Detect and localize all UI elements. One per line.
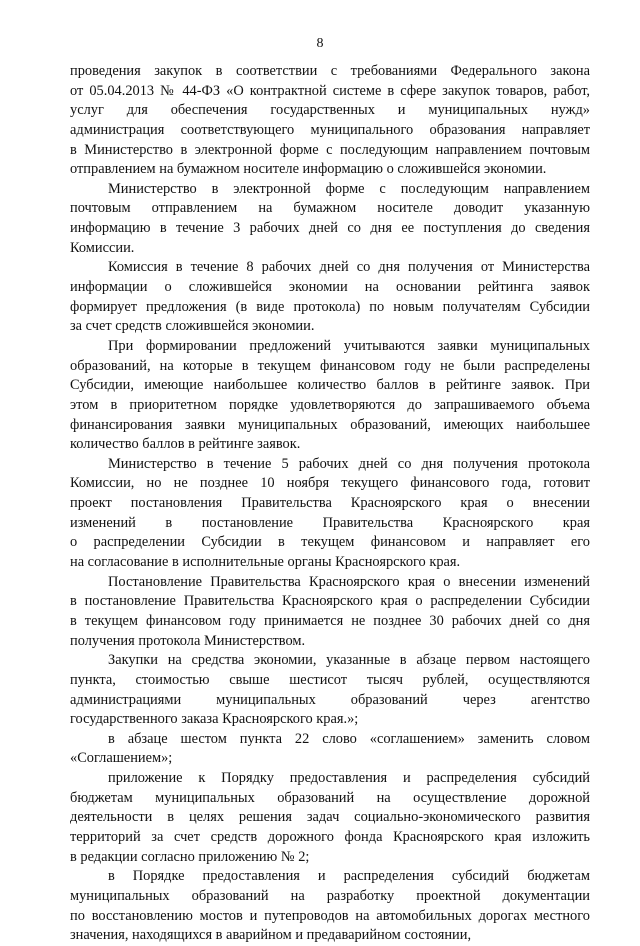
paragraph: [70, 455, 590, 573]
text-line: Закупки на средства экономии, указанные в абзаце первом настоящего: [108, 652, 590, 669]
paragraph: [70, 258, 590, 337]
text-line: «Соглашением»;: [70, 750, 173, 767]
paragraph: [70, 337, 590, 455]
text-line: на согласование в исполнительные органы Красноярского края.: [70, 554, 461, 571]
text-line: администрациями муниципальных образований через агентство: [70, 691, 590, 708]
text-line: по восстановлению мостов и путепроводов на автомобильных дорогах местного: [70, 907, 590, 924]
text-line: за счет средств сложившейся экономии.: [70, 318, 315, 335]
text-line: формирует предложения (в виде протокола) по новым получателям Субсидии: [70, 298, 590, 315]
text-line: информации о сложившейся экономии на основании рейтинга заявок: [70, 279, 590, 296]
text-line: в абзаце шестом пункта 22 слово «соглашением» заменить словом: [108, 730, 590, 747]
text-line: государственного заказа Красноярского края.»;: [70, 711, 359, 728]
text-line: этом в приоритетном порядке удовлетворяются до запрашиваемого объема: [70, 396, 590, 413]
text-line: проект постановления Правительства Красноярского края о внесении: [70, 495, 590, 512]
text-line: в текущем финансовом году принимается не позднее 30 рабочих дней со дня: [70, 612, 590, 629]
paragraph: [70, 769, 590, 867]
text-line: изменений в постановление Правительства Красноярского края: [70, 514, 590, 531]
document-body: [70, 62, 590, 946]
paragraph: [70, 62, 590, 180]
text-line: приложение к Порядку предоставления и распределения субсидий: [108, 770, 590, 787]
text-line: Комиссия в течение 8 рабочих дней со дня получения от Министерства: [108, 259, 590, 276]
page-number: 8: [316, 36, 324, 51]
paragraph: [70, 573, 590, 652]
text-line: территорий за счет средств дорожного фонда Красноярского края изложить: [70, 828, 590, 845]
text-line: пункта, стоимостью свыше шестисот тысяч рублей, осуществляются: [70, 671, 590, 688]
text-line: Комиссии.: [70, 239, 135, 256]
text-line: в постановление Правительства Красноярского края о распределении Субсидии: [70, 593, 590, 610]
text-line: почтовым отправлением на бумажном носителе доводит указанную: [70, 200, 590, 217]
text-line: услуг для обеспечения государственных и муниципальных нужд»: [70, 102, 590, 119]
text-line: количество баллов в рейтинге заявок.: [70, 436, 301, 453]
text-line: администрация соответствующего муниципального образования направляет: [70, 121, 590, 138]
text-line: Постановление Правительства Красноярского края о внесении изменений: [108, 573, 590, 590]
text-line: в Порядке предоставления и распределения субсидий бюджетам: [108, 868, 590, 885]
text-line: муниципальных образований на разработку проектной документации: [70, 887, 590, 904]
text-line: значения, находящихся в аварийном и предаварийном состоянии,: [70, 927, 472, 944]
paragraph: [70, 867, 590, 946]
text-line: Министерство в электронной форме с последующим направлением: [108, 180, 590, 197]
text-line: информацию в течение 3 рабочих дней со дня ее поступления до сведения: [70, 220, 590, 237]
paragraph: [70, 651, 590, 730]
text-line: проведения закупок в соответствии с требованиями Федерального закона: [70, 63, 590, 79]
text-line: деятельности в целях решения задач социально-экономического развития: [70, 809, 590, 826]
text-line: в Министерство в электронной форме с последующим направлением почтовым: [70, 141, 590, 158]
text-line: получения протокола Министерством.: [70, 632, 306, 649]
text-line: Комиссии, но не позднее 10 ноября текущего финансового года, готовит: [70, 475, 590, 492]
text-line: отправлением на бумажном носителе информацию о сложившейся экономии.: [70, 161, 547, 178]
text-line: финансирования заявки муниципальных образований, имеющих наибольшее: [70, 416, 590, 433]
text-line: Субсидии, имеющие наибольшее количество баллов в рейтинге заявок. При: [70, 377, 590, 394]
text-line: от 05.04.2013 № 44-ФЗ «О контрактной системе в сфере закупок товаров, работ,: [70, 82, 590, 99]
text-line: При формировании предложений учитываются заявки муниципальных: [108, 337, 590, 354]
text-line: в редакции согласно приложению № 2;: [70, 848, 310, 865]
paragraph: [70, 180, 590, 259]
text-line: о распределении Субсидии в текущем финансовом и направляет его: [70, 534, 590, 551]
text-line: образований, на которые в текущем финансовом году не были распределены: [70, 357, 590, 374]
text-line: Министерство в течение 5 рабочих дней со дня получения протокола: [108, 455, 590, 472]
text-line: бюджетам муниципальных образований на осуществление дорожной: [70, 789, 590, 806]
paragraph: [70, 730, 590, 769]
